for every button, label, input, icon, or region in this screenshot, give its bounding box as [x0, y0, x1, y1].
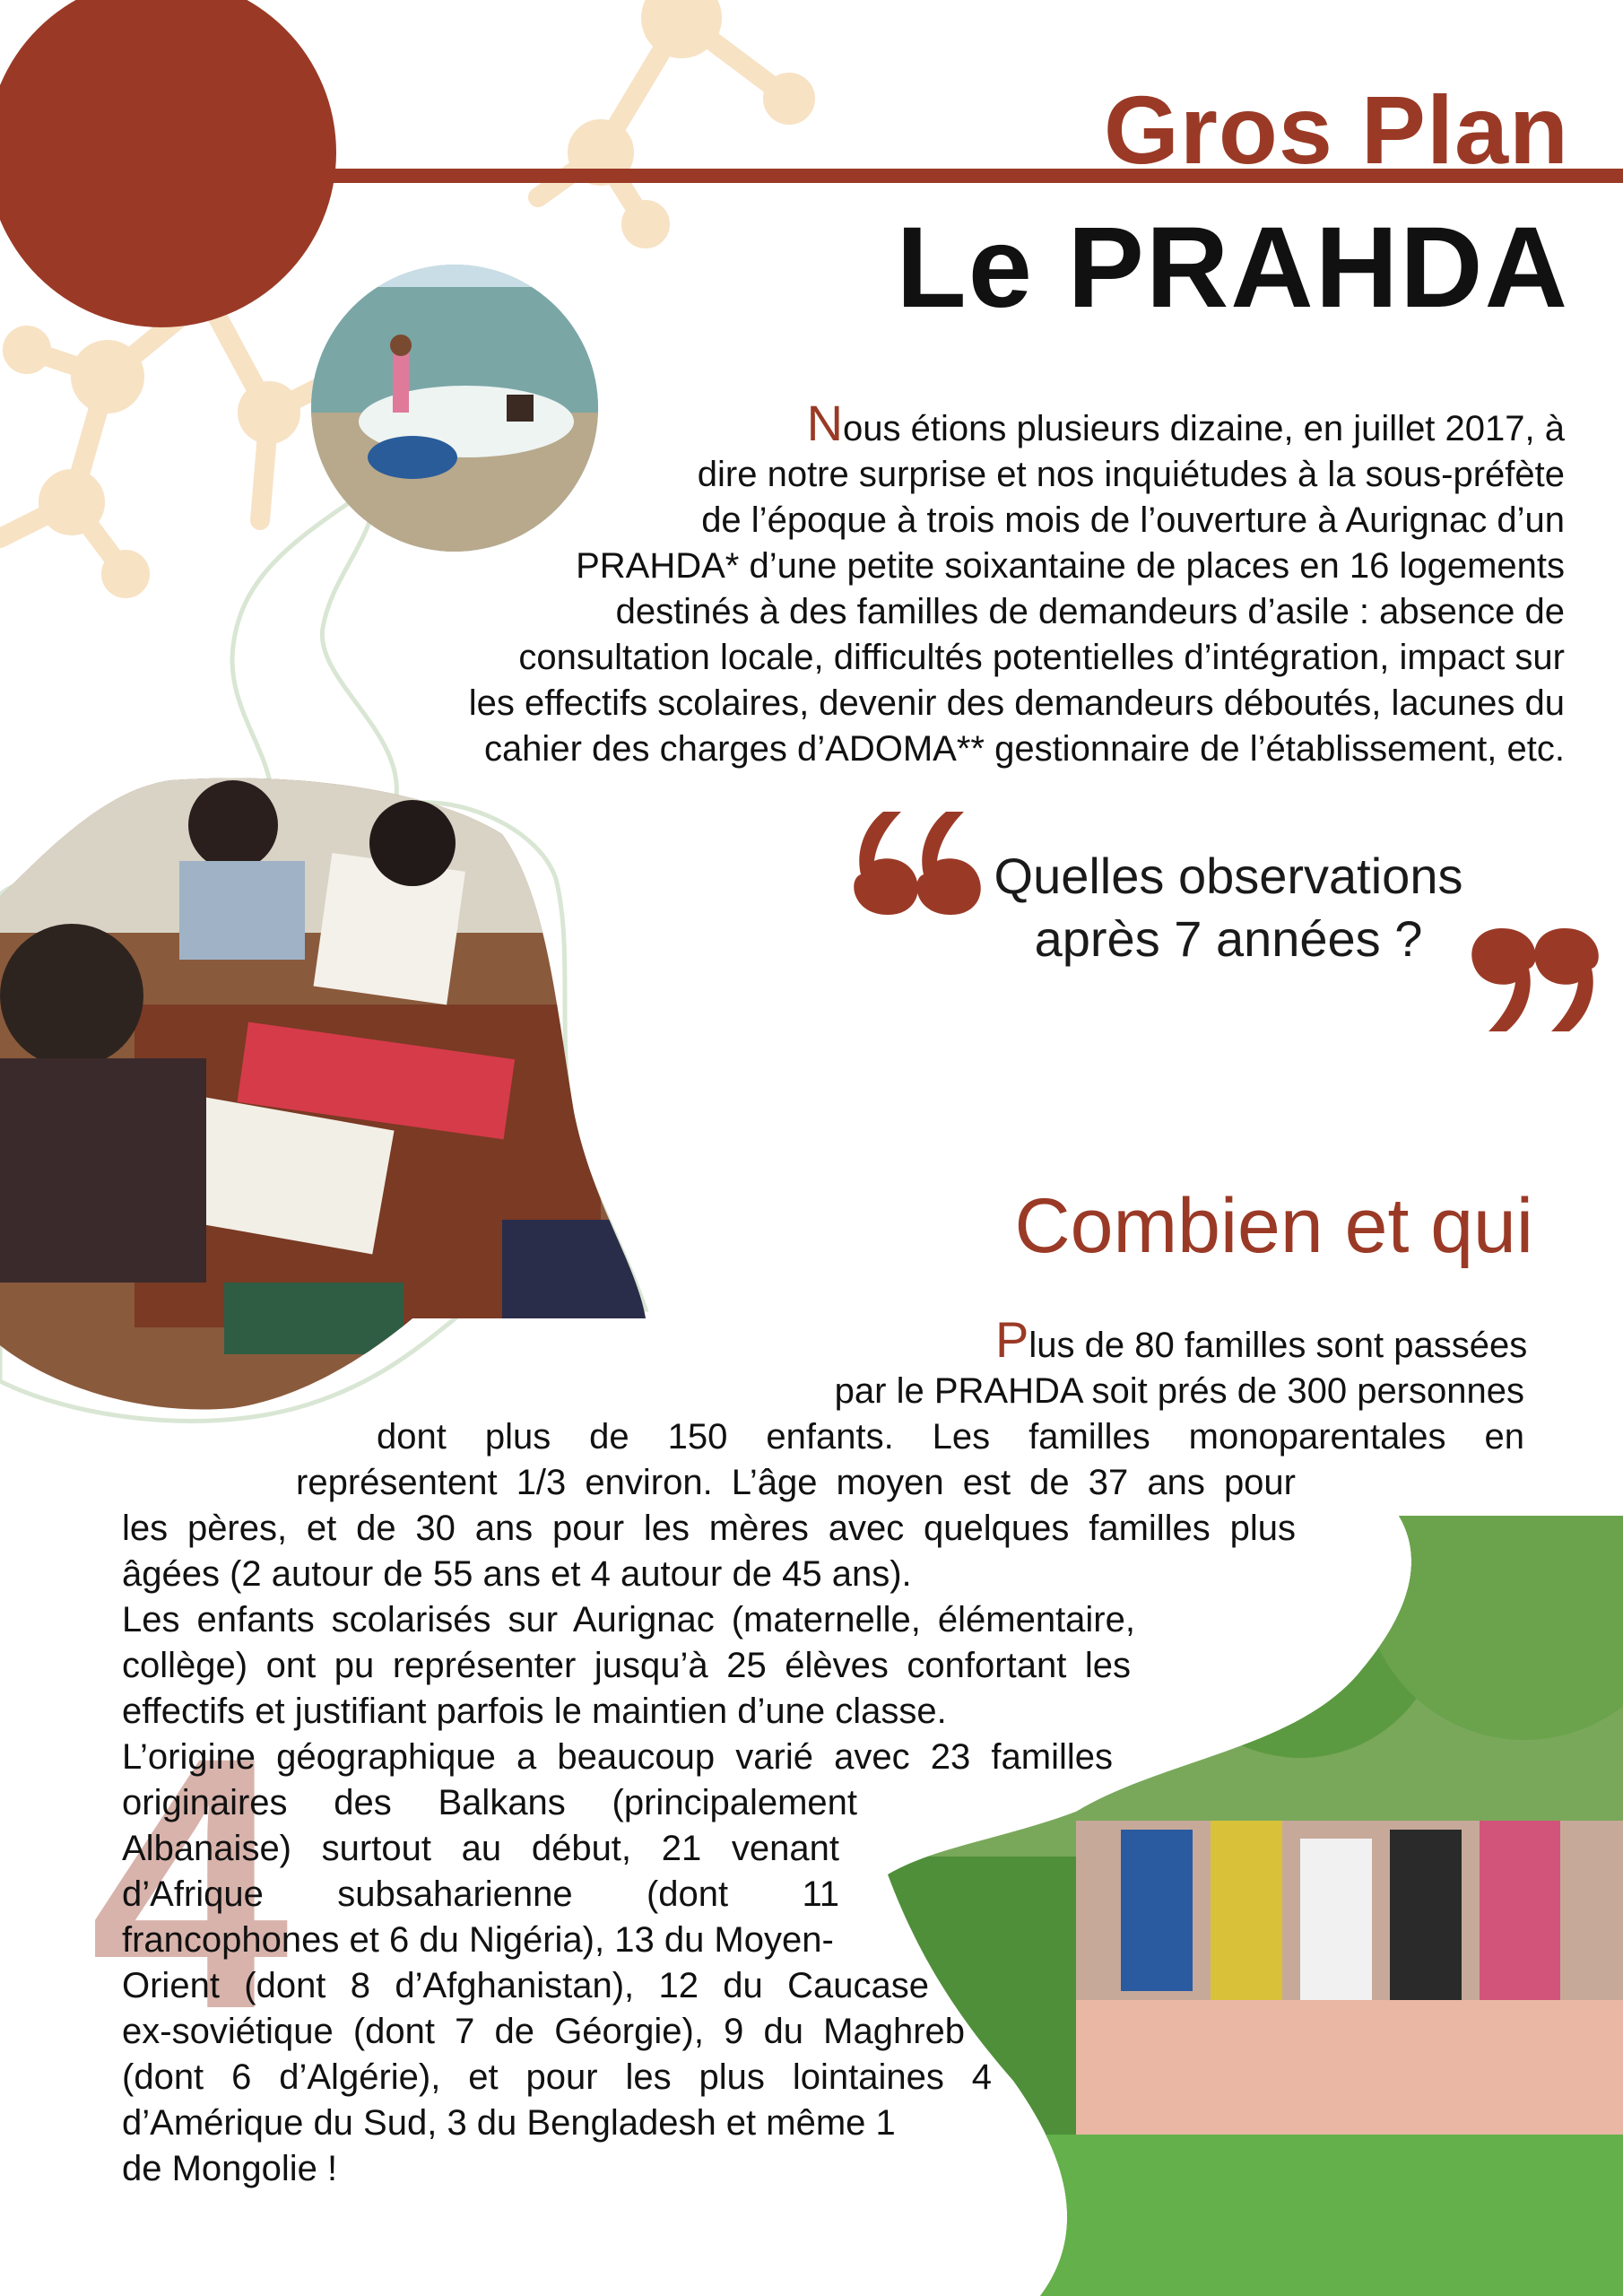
body-line: L’origine géographique a beaucoup varié avec 23 familles — [122, 1737, 1113, 1777]
body-line: par le PRAHDA soit prés de 300 personnes — [834, 1371, 1524, 1411]
page-number: 4 — [90, 1683, 290, 2083]
intro-line: cahier des charges d’ADOMA** gestionnaire de l’établissement, etc. — [483, 729, 1565, 769]
section-subtitle: Combien et qui — [1014, 1183, 1533, 1269]
body-line: Les enfants scolarisés sur Aurignac (maternelle, élémentaire, — [122, 1600, 1135, 1639]
body-line: d’Afrique subsaharienne (dont 11 — [122, 1874, 839, 1914]
body-line: de Mongolie ! — [122, 2149, 338, 2188]
body-line: collège) ont pu représenter jusqu’à 25 élèves confortant les — [122, 1646, 1131, 1685]
pull-quote — [950, 845, 1506, 970]
body-line: (dont 6 d’Algérie), et pour les plus lointaines 4 — [122, 2057, 992, 2097]
body-line: les pères, et de 30 ans pour les mères avec quelques familles plus — [122, 1509, 1296, 1548]
body-line: francophones et 6 du Nigéria), 13 du Moyen- — [122, 1920, 834, 1960]
body-line: originaires des Balkans (principalement — [122, 1783, 857, 1822]
body-line: ex-soviétique (dont 7 de Géorgie), 9 du Maghreb — [122, 2012, 965, 2051]
intro-line: destinés à des familles de demandeurs d’asile : absence de — [615, 592, 1565, 631]
intro-line: de l’époque à trois mois de l’ouverture à Aurignac d’un — [701, 500, 1565, 540]
classroom-photo — [0, 771, 646, 1417]
section2-body — [0, 1311, 1623, 2192]
intro-line: PRAHDA* d’une petite soixantaine de places en 16 logements — [576, 546, 1565, 586]
body-line: effectifs et justifiant parfois le maintien d’une classe. — [122, 1692, 947, 1731]
accent-circle — [0, 0, 336, 327]
section2-dropcap: P — [995, 1311, 1029, 1368]
body-line: Plus de 80 familles sont passées — [995, 1311, 1528, 1368]
intro-line: consultation locale, difficultés potentielles d’intégration, impact sur — [518, 638, 1565, 677]
section-label: Gros Plan — [1103, 75, 1569, 184]
intro-line: Nous étions plusieurs dizaine, en juillet 2017, à — [806, 395, 1565, 451]
intro-dropcap: N — [806, 395, 844, 451]
page-title: Le PRAHDA — [896, 204, 1569, 332]
body-line: Orient (dont 8 d’Afghanistan), 12 du Caucase — [122, 1966, 929, 2005]
body-line: dont plus de 150 enfants. Les familles monoparentales en — [377, 1417, 1524, 1457]
intro-paragraph — [430, 395, 1565, 772]
body-line: Albanaise) surtout au début, 21 venant — [122, 1829, 839, 1868]
intro-line: les effectifs scolaires, devenir des demandeurs déboutés, lacunes du — [468, 683, 1565, 723]
pull-quote-line: après 7 années ? — [1034, 910, 1423, 967]
body-line: représentent 1/3 environ. L’âge moyen est de 37 ans pour — [296, 1463, 1296, 1502]
intro-line: dire notre surprise et nos inquiétudes à la sous-préfète — [697, 455, 1565, 494]
body-line: âgées (2 autour de 55 ans et 4 autour de 45 ans). — [122, 1554, 912, 1594]
pull-quote-line: Quelles observations — [994, 848, 1463, 904]
body-line: d’Amérique du Sud, 3 du Bengladesh et même 1 — [122, 2103, 896, 2143]
